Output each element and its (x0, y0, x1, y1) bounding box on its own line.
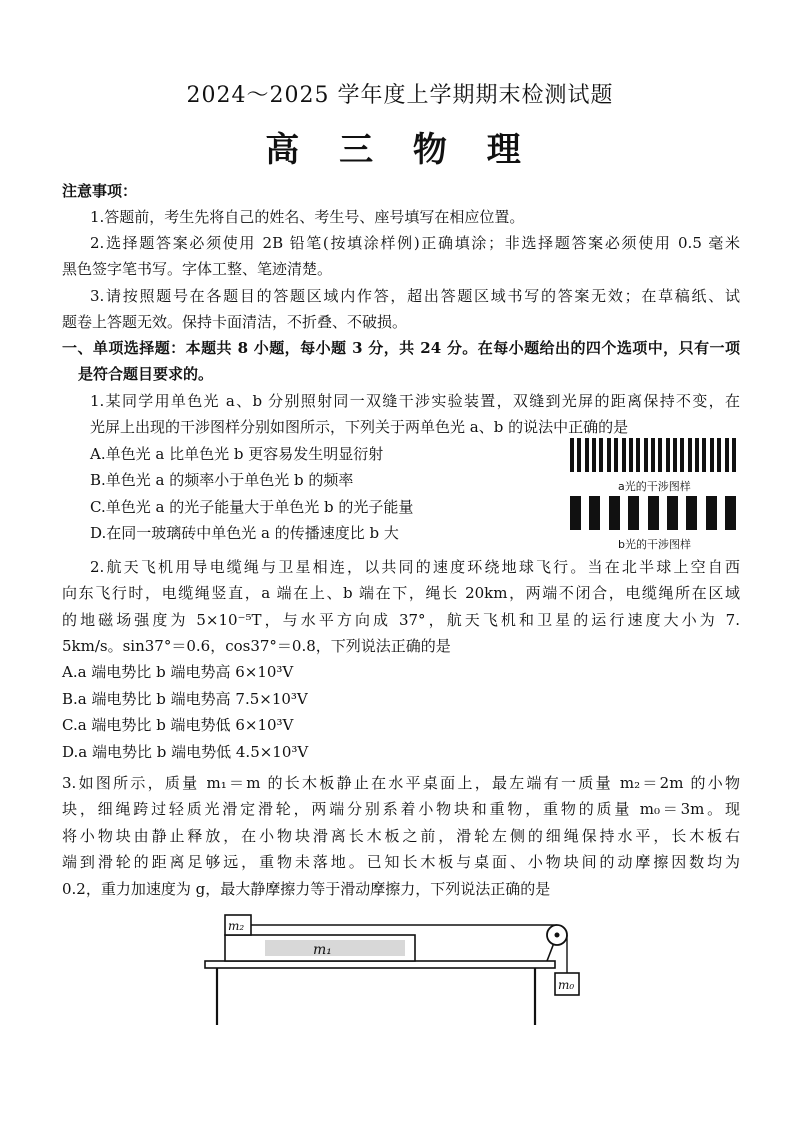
fringe-bar (673, 438, 677, 472)
fringe-pattern-b (570, 496, 736, 530)
q3-stem-cont2: 将小物块由静止释放，在小物块滑离长木板之前，滑轮左侧的细绳保持水平，长木板右 (62, 827, 740, 845)
fringe-pattern-a (570, 438, 736, 472)
fringe-bar (599, 438, 603, 472)
fringe-bar (644, 438, 648, 472)
table-top (205, 961, 555, 968)
q1-option-b: B.单色光 a 的频率小于单色光 b 的频率 (90, 471, 354, 489)
fringe-bar (622, 438, 626, 472)
q2-option-c: C.a 端电势比 b 端电势低 6×10³V (62, 716, 294, 734)
fringe-a-caption: a光的干涉图样 (618, 480, 691, 493)
fringe-bar (628, 496, 639, 530)
fringe-bar (695, 438, 699, 472)
q3-stem-cont3: 端到滑轮的距离足够远，重物未落地。已知长木板与桌面、小物块间的动摩擦因数均为 (62, 853, 740, 871)
q3-stem: 3.如图所示，质量 m₁＝m 的长木板静止在水平桌面上，最左端有一质量 m₂＝2m 的小物 (62, 774, 740, 792)
fringe-bar (732, 438, 736, 472)
fringe-bar (614, 438, 618, 472)
fringe-bar (667, 496, 678, 530)
label-m1: m₁ (313, 942, 332, 958)
fringe-bar (585, 438, 589, 472)
fringe-bar (680, 438, 684, 472)
fringe-bar (686, 496, 697, 530)
fringe-bar (658, 438, 662, 472)
q1-option-d: D.在同一玻璃砖中单色光 a 的传播速度比 b 大 (90, 524, 399, 542)
q2-stem: 2.航天飞机用导电缆绳与卫星相连，以共同的速度环绕地球飞行。当在北半球上空自西 (90, 558, 740, 576)
pulley-axle (555, 933, 560, 938)
q1-stem-cont: 光屏上出现的干涉图样分别如图所示，下列关于两单色光 a、b 的说法中正确的是 (90, 418, 629, 436)
fringe-bar (666, 438, 670, 472)
notice-item-3-cont: 题卷上答题无效。保持卡面清洁，不折叠、不破损。 (62, 313, 408, 331)
fringe-b-caption: b光的干涉图样 (618, 538, 691, 551)
fringe-bar (570, 438, 574, 472)
q1-stem: 1.某同学用单色光 a、b 分别照射同一双缝干涉实验装置，双缝到光屏的距离保持不变，在 (90, 392, 740, 410)
notice-item-2: 2.选择题答案必须使用 2B 铅笔(按填涂样例)正确填涂；非选择题答案必须使用 0.5 毫米 (90, 234, 740, 252)
q3-stem-cont1: 块，细绳跨过轻质光滑定滑轮，两端分别系着小物块和重物，重物的质量 m₀＝3m。现 (62, 800, 740, 818)
label-m0: m₀ (558, 978, 575, 992)
board-shading (265, 940, 405, 956)
fringe-bar (636, 438, 640, 472)
label-m2: m₂ (228, 919, 245, 933)
notice-heading: 注意事项： (62, 182, 138, 200)
fringe-bar (651, 438, 655, 472)
fringe-bar (589, 496, 600, 530)
q2-option-b: B.a 端电势比 b 端电势高 7.5×10³V (62, 690, 308, 708)
q3-stem-cont4: 0.2，重力加速度为 g，最大静摩擦力等于滑动摩擦力，下列说法正确的是 (62, 880, 551, 898)
notice-item-1: 1.答题前，考生先将自己的姓名、考生号、座号填写在相应位置。 (90, 208, 525, 226)
q2-option-d: D.a 端电势比 b 端电势低 4.5×10³V (62, 743, 309, 761)
q2-stem-cont1: 向东飞行时，电缆绳竖直，a 端在上、b 端在下，绳长 20km，两端不闭合，电缆绳所在区域 (62, 584, 740, 602)
notice-item-3: 3.请按照题号在各题目的答题区域内作答，超出答题区域书写的答案无效；在草稿纸、试 (90, 287, 740, 305)
exam-title: 2024～2025 学年度上学期期末检测试题 (186, 83, 614, 108)
fringe-bar (725, 496, 736, 530)
q2-stem-cont2: 的地磁场强度为 5×10⁻⁵T，与水平方向成 37°，航天飞机和卫星的运行速度大小为 7. (62, 611, 740, 629)
fringe-bar (648, 496, 659, 530)
fringe-bar (629, 438, 633, 472)
q1-option-a: A.单色光 a 比单色光 b 更容易发生明显衍射 (90, 445, 384, 463)
section1-heading-cont: 是符合题目要求的。 (78, 365, 214, 383)
fringe-bar (725, 438, 729, 472)
fringe-bar (688, 438, 692, 472)
q2-stem-cont3: 5km/s。sin37°＝0.6，cos37°＝0.8，下列说法正确的是 (62, 637, 451, 655)
fringe-bar (570, 496, 581, 530)
fringe-bar (592, 438, 596, 472)
fringe-bar (607, 438, 611, 472)
fringe-bar (717, 438, 721, 472)
notice-item-2-cont: 黑色签字笔书写。字体工整、笔迹清楚。 (62, 260, 333, 278)
q3-figure (195, 905, 595, 1035)
subject-title: 高 三 物 理 (265, 130, 535, 170)
section1-heading: 一、单项选择题：本题共 8 小题，每小题 3 分，共 24 分。在每小题给出的四个选项中，只有一项 (62, 339, 740, 357)
fringe-bar (710, 438, 714, 472)
q2-option-a: A.a 端电势比 b 端电势高 6×10³V (62, 663, 294, 681)
fringe-bar (609, 496, 620, 530)
q1-option-c: C.单色光 a 的光子能量大于单色光 b 的光子能量 (90, 498, 414, 516)
fringe-bar (577, 438, 581, 472)
fringe-bar (706, 496, 717, 530)
fringe-bar (702, 438, 706, 472)
